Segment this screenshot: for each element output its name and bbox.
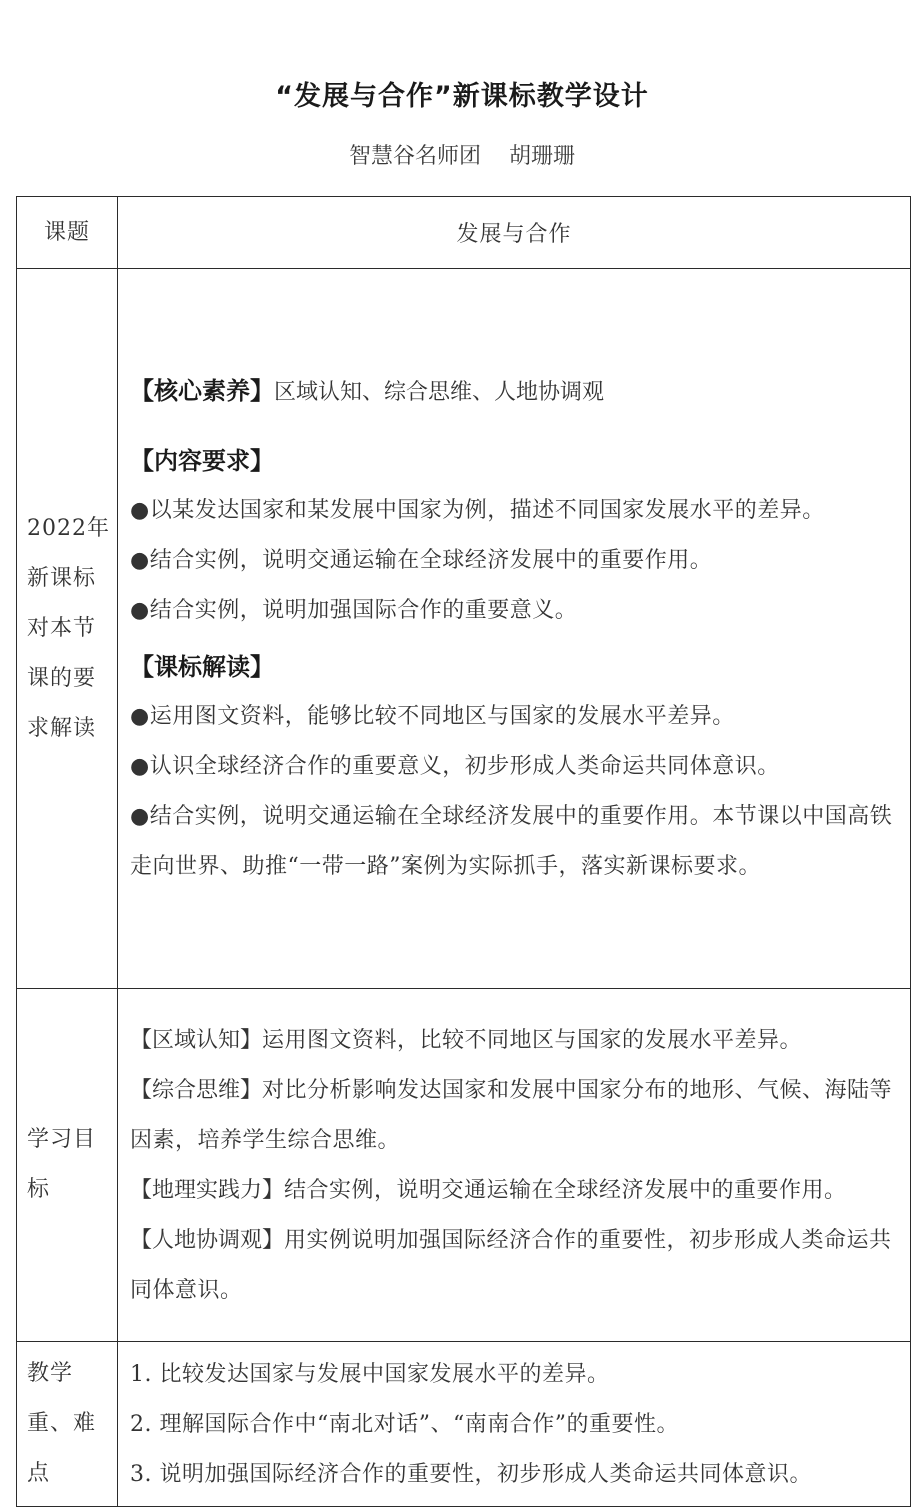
key-point-item: 2. 理解国际合作中“南北对话”、“南南合作”的重要性。 [130,1412,679,1437]
goal-tag: 【人地协调观】 [130,1228,285,1253]
document-byline [0,139,924,170]
goal-text: 结合实例，说明交通运输在全球经济发展中的重要作用。 [284,1178,847,1203]
goal-tag: 【综合思维】 [130,1078,263,1103]
goal-text: 运用图文资料，比较不同地区与国家的发展水平差异。 [262,1028,803,1053]
table-row-topic [17,197,911,269]
interpretation-item: ●运用图文资料，能够比较不同地区与国家的发展水平差异。 [130,703,735,729]
key-point-item: 3. 说明加强国际经济合作的重要性，初步形成人类命运共同体意识。 [130,1462,812,1487]
core-competency-text: 区域认知、综合思维、人地协调观 [274,379,605,405]
standard-label: 2022年新课标对本节课的要求解读 [17,269,118,989]
table-row-goals [17,989,911,1342]
interpretation-item: ●结合实例，说明交通运输在全球经济发展中的重要作用。本节课以中国高铁走向世界、助推“一带一路”案例为实际抓手，落实新课标要求。 [130,803,893,879]
core-competency-heading: 【核心素养】 [130,376,274,405]
topic-label: 课题 [17,197,118,269]
goal-text: 对比分析影响发达国家和发展中国家分布的地形、气候、海陆等因素，培养学生综合思维。 [130,1078,893,1153]
key-point-item: 1. 比较发达国家与发展中国家发展水平的差异。 [130,1362,610,1387]
table-row-key-points [17,1342,911,1507]
byline-team: 智慧谷名师团 [348,144,481,169]
content-requirements-heading: 【内容要求】 [130,446,274,475]
standard-content [118,269,911,989]
goal-tag: 【区域认知】 [130,1028,263,1053]
goal-text: 用实例说明加强国际经济合作的重要性，初步形成人类命运共同体意识。 [130,1228,892,1303]
goal-item [130,1216,902,1316]
goal-item [130,1166,902,1216]
document-title: “发展与合作”新课标教学设计 [275,81,649,112]
requirement-item: ●结合实例，说明加强国际合作的重要意义。 [130,597,578,623]
standard-interpretation-heading: 【课标解读】 [130,652,274,681]
table-row-standard [17,269,911,989]
goal-tag: 【地理实践力】 [130,1178,285,1203]
goal-item [130,1066,902,1166]
requirement-item: ●以某发达国家和某发展中国家为例，描述不同国家发展水平的差异。 [130,497,825,523]
core-competency-line [130,366,902,418]
requirement-item: ●结合实例，说明交通运输在全球经济发展中的重要作用。 [130,547,713,573]
key-points-label: 教学重、难点 [17,1342,118,1507]
goals-label: 学习目标 [17,989,118,1342]
goals-content [118,989,911,1342]
goal-item [130,1016,902,1066]
key-points-content [118,1342,911,1507]
lesson-design-table [16,196,911,1507]
interpretation-item: ●认识全球经济合作的重要意义，初步形成人类命运共同体意识。 [130,753,780,779]
topic-value: 发展与合作 [118,197,911,269]
byline-author: 胡珊珊 [509,144,576,169]
